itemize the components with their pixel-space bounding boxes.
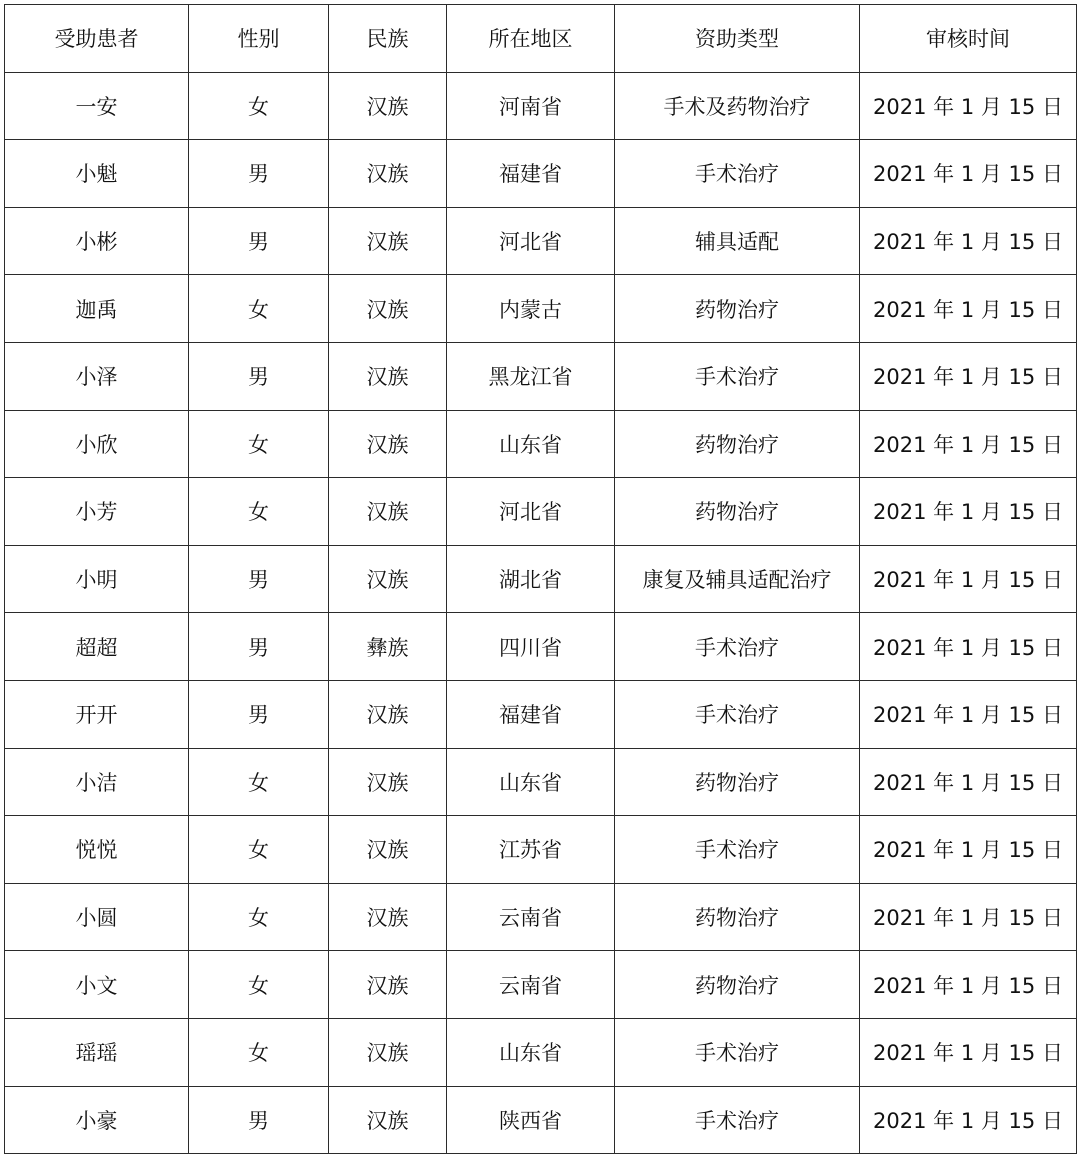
cell-aid-type: 药物治疗 (615, 951, 860, 1019)
cell-aid-type: 辅具适配 (615, 207, 860, 275)
cell-ethnicity: 汉族 (329, 883, 447, 951)
cell-ethnicity: 汉族 (329, 72, 447, 140)
table-row (5, 816, 1077, 884)
cell-region: 江苏省 (447, 816, 615, 884)
cell-ethnicity: 汉族 (329, 748, 447, 816)
cell-gender: 女 (189, 748, 329, 816)
cell-aid-type: 药物治疗 (615, 410, 860, 478)
table-row (5, 1086, 1077, 1154)
cell-ethnicity: 汉族 (329, 140, 447, 208)
cell-gender: 男 (189, 342, 329, 410)
cell-aid-type: 手术治疗 (615, 342, 860, 410)
cell-region: 山东省 (447, 1018, 615, 1086)
cell-ethnicity: 汉族 (329, 478, 447, 546)
cell-aid-type: 药物治疗 (615, 883, 860, 951)
cell-patient: 小圆 (5, 883, 189, 951)
cell-gender: 男 (189, 207, 329, 275)
cell-ethnicity: 汉族 (329, 1086, 447, 1154)
cell-patient: 小欣 (5, 410, 189, 478)
header-review-date: 审核时间 (860, 5, 1077, 73)
cell-gender: 女 (189, 275, 329, 343)
cell-region: 河北省 (447, 478, 615, 546)
cell-aid-type: 手术治疗 (615, 1018, 860, 1086)
cell-review-date: 2021 年 1 月 15 日 (860, 207, 1077, 275)
cell-region: 四川省 (447, 613, 615, 681)
cell-review-date: 2021 年 1 月 15 日 (860, 748, 1077, 816)
cell-region: 河南省 (447, 72, 615, 140)
cell-gender: 女 (189, 816, 329, 884)
table-row (5, 275, 1077, 343)
table-row (5, 748, 1077, 816)
cell-patient: 小彬 (5, 207, 189, 275)
header-row (5, 5, 1077, 73)
cell-region: 陕西省 (447, 1086, 615, 1154)
cell-patient: 悦悦 (5, 816, 189, 884)
patient-aid-table (4, 4, 1077, 1154)
cell-review-date: 2021 年 1 月 15 日 (860, 816, 1077, 884)
cell-region: 云南省 (447, 951, 615, 1019)
cell-review-date: 2021 年 1 月 15 日 (860, 478, 1077, 546)
table-row (5, 410, 1077, 478)
header-gender: 性别 (189, 5, 329, 73)
cell-region: 福建省 (447, 680, 615, 748)
table-row (5, 342, 1077, 410)
cell-aid-type: 手术治疗 (615, 816, 860, 884)
cell-region: 山东省 (447, 410, 615, 478)
header-ethnicity: 民族 (329, 5, 447, 73)
table-row (5, 951, 1077, 1019)
cell-review-date: 2021 年 1 月 15 日 (860, 140, 1077, 208)
cell-review-date: 2021 年 1 月 15 日 (860, 951, 1077, 1019)
cell-gender: 男 (189, 140, 329, 208)
cell-patient: 瑶瑶 (5, 1018, 189, 1086)
cell-gender: 女 (189, 1018, 329, 1086)
cell-patient: 小豪 (5, 1086, 189, 1154)
cell-review-date: 2021 年 1 月 15 日 (860, 342, 1077, 410)
cell-review-date: 2021 年 1 月 15 日 (860, 545, 1077, 613)
cell-gender: 女 (189, 951, 329, 1019)
cell-patient: 小明 (5, 545, 189, 613)
header-region: 所在地区 (447, 5, 615, 73)
cell-region: 云南省 (447, 883, 615, 951)
cell-aid-type: 药物治疗 (615, 748, 860, 816)
cell-patient: 一安 (5, 72, 189, 140)
cell-patient: 小文 (5, 951, 189, 1019)
cell-patient: 小洁 (5, 748, 189, 816)
cell-gender: 男 (189, 613, 329, 681)
cell-ethnicity: 汉族 (329, 951, 447, 1019)
cell-ethnicity: 汉族 (329, 816, 447, 884)
patient-aid-table-container (4, 4, 1077, 1154)
cell-ethnicity: 汉族 (329, 342, 447, 410)
cell-review-date: 2021 年 1 月 15 日 (860, 883, 1077, 951)
cell-gender: 女 (189, 410, 329, 478)
table-row (5, 680, 1077, 748)
table-row (5, 1018, 1077, 1086)
cell-ethnicity: 汉族 (329, 680, 447, 748)
table-row (5, 207, 1077, 275)
cell-review-date: 2021 年 1 月 15 日 (860, 1018, 1077, 1086)
cell-patient: 小芳 (5, 478, 189, 546)
cell-review-date: 2021 年 1 月 15 日 (860, 1086, 1077, 1154)
cell-aid-type: 药物治疗 (615, 275, 860, 343)
cell-review-date: 2021 年 1 月 15 日 (860, 410, 1077, 478)
cell-aid-type: 手术治疗 (615, 140, 860, 208)
table-header (5, 5, 1077, 73)
cell-gender: 男 (189, 1086, 329, 1154)
cell-review-date: 2021 年 1 月 15 日 (860, 72, 1077, 140)
table-row (5, 140, 1077, 208)
cell-gender: 男 (189, 545, 329, 613)
cell-gender: 女 (189, 478, 329, 546)
cell-aid-type: 药物治疗 (615, 478, 860, 546)
cell-region: 福建省 (447, 140, 615, 208)
cell-patient: 开开 (5, 680, 189, 748)
cell-patient: 小泽 (5, 342, 189, 410)
cell-aid-type: 手术治疗 (615, 613, 860, 681)
cell-ethnicity: 汉族 (329, 410, 447, 478)
cell-aid-type: 手术治疗 (615, 1086, 860, 1154)
cell-region: 黑龙江省 (447, 342, 615, 410)
cell-ethnicity: 汉族 (329, 545, 447, 613)
header-aid-type: 资助类型 (615, 5, 860, 73)
cell-review-date: 2021 年 1 月 15 日 (860, 275, 1077, 343)
cell-region: 湖北省 (447, 545, 615, 613)
table-body (5, 72, 1077, 1154)
cell-region: 山东省 (447, 748, 615, 816)
cell-gender: 女 (189, 883, 329, 951)
cell-ethnicity: 汉族 (329, 1018, 447, 1086)
header-patient: 受助患者 (5, 5, 189, 73)
table-row (5, 613, 1077, 681)
cell-aid-type: 手术治疗 (615, 680, 860, 748)
cell-region: 内蒙古 (447, 275, 615, 343)
cell-patient: 迦禹 (5, 275, 189, 343)
table-row (5, 883, 1077, 951)
cell-region: 河北省 (447, 207, 615, 275)
table-row (5, 478, 1077, 546)
cell-ethnicity: 汉族 (329, 207, 447, 275)
cell-patient: 超超 (5, 613, 189, 681)
cell-review-date: 2021 年 1 月 15 日 (860, 613, 1077, 681)
cell-aid-type: 手术及药物治疗 (615, 72, 860, 140)
cell-ethnicity: 彝族 (329, 613, 447, 681)
cell-review-date: 2021 年 1 月 15 日 (860, 680, 1077, 748)
table-row (5, 545, 1077, 613)
table-row (5, 72, 1077, 140)
cell-aid-type: 康复及辅具适配治疗 (615, 545, 860, 613)
cell-gender: 女 (189, 72, 329, 140)
cell-patient: 小魁 (5, 140, 189, 208)
cell-gender: 男 (189, 680, 329, 748)
cell-ethnicity: 汉族 (329, 275, 447, 343)
